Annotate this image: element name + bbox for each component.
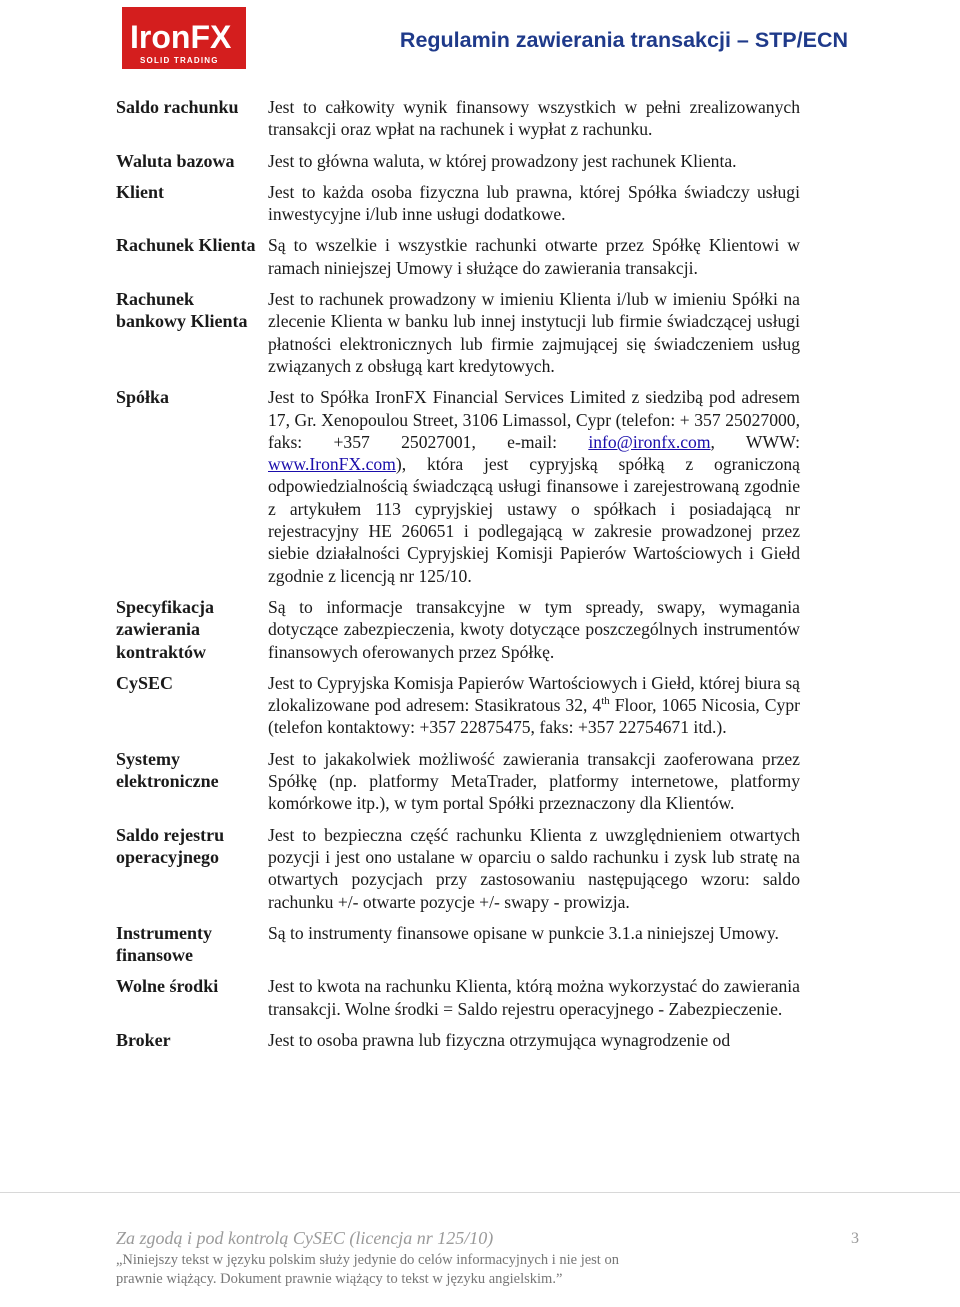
definition-term: Broker (116, 1029, 171, 1050)
definition-row (116, 748, 800, 815)
definition-row (116, 922, 800, 967)
definition-row (116, 824, 800, 913)
definition-text (268, 386, 800, 587)
definitions-list (116, 96, 800, 1060)
definition-text-part: Jest to Cypryjska Komisja Papierów Wartościowych i Giełd, której biura są zlokalizowane pod adresem: Stasikratous 32, 4 (268, 672, 800, 716)
definition-text-part: ), która jest cypryjską spółką z ograniczoną odpowiedzialnością świadczącą usługi finansowe i zarejestrowaną zgodnie z artykułem 113 cypryjskiej ustawy o spółkach i posiadającą nr rejestracyjny HE 260651 i podlegającą w zakresie prowadzonej przez siebie działalności Cypryjskiej Komisji Papierów Wartościowych i Giełd zgodnie z licencją nr 125/10. (268, 454, 800, 586)
definition-text: Jest to każda osoba fizyczna lub prawna, której Spółka świadczy usługi inwestycyjne i/lub inne usługi dodatkowe. (268, 181, 800, 225)
definition-text: Jest to główna waluta, w której prowadzony jest rachunek Klienta. (268, 150, 737, 171)
logo-tagline: SOLID TRADING (140, 56, 219, 65)
definition-term: Wolne środki (116, 976, 219, 997)
definition-row (116, 386, 800, 587)
definition-row (116, 596, 800, 663)
definition-text: Są to informacje transakcyjne w tym spready, swapy, wymagania dotyczące zabezpieczenia, kwoty dotyczące poszczególnych instrumentów finansowych oferowanych przez Spółkę. (268, 596, 800, 662)
page-header (0, 0, 960, 80)
definition-text-part: , WWW: (710, 431, 800, 452)
definition-term: Klient (116, 181, 164, 202)
definition-term: Saldo rejestru operacyjnego (116, 824, 225, 867)
definition-text: Są to instrumenty finansowe opisane w punkcie 3.1.a niniejszej Umowy. (268, 922, 779, 943)
logo-graphic (122, 7, 246, 69)
definition-term: Systemy elektroniczne (116, 748, 219, 792)
definition-term: Saldo rachunku (116, 97, 239, 117)
definition-term: Waluta bazowa (116, 150, 235, 171)
translation-disclaimer: „Niniejszy tekst w języku polskim służy jedynie do celów informacyjnych i nie jest on prawnie wiążący. Dokument prawnie wiążący to tekst w języku angielskim.” (116, 1252, 619, 1287)
definition-term: Spółka (116, 387, 170, 408)
email-link[interactable]: info@ironfx.com (588, 431, 711, 452)
document-title: Regulamin zawierania transakcji – STP/ECN (399, 28, 848, 52)
definition-term: CySEC (116, 672, 174, 693)
definition-text: Jest to jakakolwiek możliwość zawierania transakcji zaoferowana przez Spółkę (np. platformy MetaTrader, platformy internetowe, platformy komórkowe itp.), w tym portal Spółki przeznaczony dla Klientów. (268, 748, 800, 814)
website-link[interactable]: www.IronFX.com (268, 454, 396, 475)
definition-text: Jest to osoba prawna lub fizyczna otrzymująca wynagrodzenie od (268, 1029, 731, 1050)
definition-text: Jest to rachunek prowadzony w imieniu Klienta i/lub w imieniu Spółki na zlecenie Klienta w banku lub innej instytucji lub firmie świadczącej usługi płatności elektronicznych lub firmie zajmującej się świadczeniem usług związanych z obsługą kart kredytowych. (268, 289, 800, 376)
definition-row (116, 975, 800, 1020)
ironfx-logo[interactable] (122, 7, 246, 69)
license-note: Za zgodą i pod kontrolą CySEC (licencja nr 125/10) (116, 1228, 494, 1248)
definition-term: Instrumenty finansowe (116, 922, 213, 966)
ordinal-superscript: th (601, 695, 610, 708)
definition-text-part: Jest to Spółka IronFX Financial Services Limited z siedzibą pod adresem 17, Gr. Xenopoulou Street, 3106 Limassol, Cypr (telefon: + 357 25027000, faks: +357 25027001, e-mail: (268, 387, 800, 452)
footer-divider (0, 1192, 960, 1193)
definition-term: Rachunek Klienta (116, 235, 256, 256)
definition-row (116, 672, 800, 739)
page-footer (116, 1228, 856, 1289)
definition-text: Jest to całkowity wynik finansowy wszystkich w pełni zrealizowanych transakcji oraz wpłat na rachunek i wypłat z rachunku. (268, 97, 800, 140)
definition-text-part: Floor, 1065 Nicosia, Cypr (telefon kontaktowy: +357 22875475, faks: +357 22754671 itd.). (268, 695, 800, 738)
definition-text: Jest to kwota na rachunku Klienta, którą można wykorzystać do zawierania transakcji. Wolne środki = Saldo rejestru operacyjnego - Zabezpieczenie. (268, 976, 800, 1019)
definition-row (116, 234, 800, 279)
definition-text: Jest to bezpieczna część rachunku Klienta z uwzględnieniem otwartych pozycji i jest ono ustalane w oparciu o saldo rachunku i zysk lub stratę na otwartych pozycjach przy zastosowaniu następującego wzoru: saldo rachunku +/- otwarte pozycje +/- swapy - prowizja. (268, 824, 800, 912)
definition-text: Są to wszelkie i wszystkie rachunki otwarte przez Spółkę Klientowi w ramach niniejszej Umowy i służące do zawierania transakcji. (268, 235, 800, 278)
definition-row (116, 150, 800, 172)
definition-row (116, 96, 800, 141)
definition-row (116, 288, 800, 377)
definition-row (116, 1029, 800, 1051)
logo-text: IronFX (130, 19, 232, 55)
definition-term: Rachunek bankowy Klienta (116, 289, 248, 332)
definition-term: Specyfikacja zawierania kontraktów (116, 596, 214, 662)
definition-text (268, 672, 800, 739)
definition-row (116, 181, 800, 226)
page-number: 3 (851, 1230, 859, 1247)
